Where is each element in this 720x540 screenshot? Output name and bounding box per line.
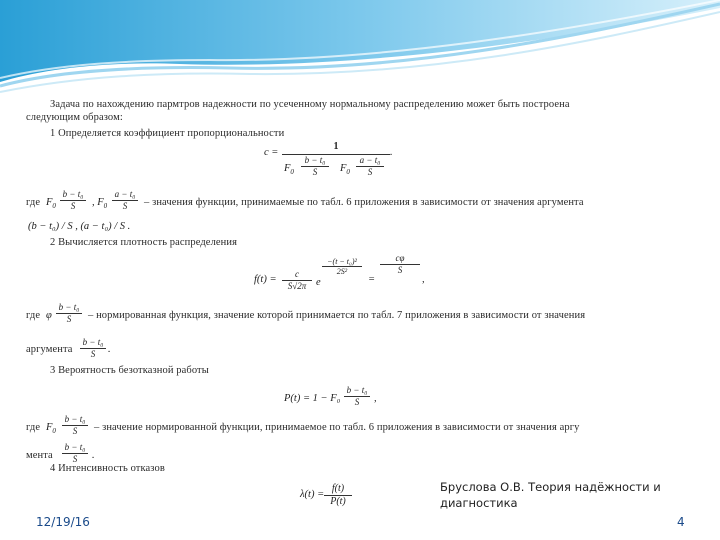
step1-description: – значения функции, принимаемые по табл. 6 приложения в зависимости от значения аргумента — [144, 197, 584, 208]
step3-description: – значение нормированной функции, принимаемое по табл. 6 приложения в зависимости от значения аргу — [94, 422, 580, 433]
step2-alt-frac: $\frac{c\varphi}{S}$ — [380, 253, 420, 276]
footer-date: 12/19/16 — [36, 515, 90, 529]
intro-line-1: Задача по нахождению пармтров надежности по усеченному нормальному распределению может быть построена — [50, 99, 570, 110]
step3-argument-frac: $\frac{\text{b − t₀}}{S}$ — [62, 442, 88, 465]
step1-formula-lhs: c = — [264, 147, 279, 158]
step1-inline-frac1: $\frac{\text{b − t₀}}{S}$ — [60, 189, 86, 212]
step3-argument-period: . — [92, 450, 95, 461]
step1-period: . — [390, 147, 393, 158]
step2-comma: , — [422, 274, 425, 285]
header-wave-decoration — [0, 0, 720, 95]
step2-coef-frac: $\frac{c}{S√2\pi}$ — [282, 269, 312, 292]
step3-F0: $F_0$ — [46, 422, 56, 436]
step4-formula-frac: $\frac{f(t)}{P(t)}$ — [324, 483, 352, 508]
step1-F0-2: $F_0$ — [340, 163, 350, 177]
step1-inline-frac2: $\frac{\text{a − t₀}}{S}$ — [112, 189, 138, 212]
scanned-document-page — [26, 97, 634, 515]
step4-formula-lhs: λ(t) = — [300, 489, 325, 500]
step2-formula-lhs: f(t) = — [254, 274, 277, 285]
step2-argument-frac: $\frac{\text{b − t₀}}{S}$ — [80, 337, 106, 360]
step1-F0-inline: $F_0$ — [46, 197, 56, 211]
step3-title: 3 Вероятность безотказной работы — [50, 365, 209, 376]
step2-where: где — [26, 310, 41, 321]
step2-exp-base: e — [316, 277, 321, 288]
step4-title: 4 Интенсивность отказов — [50, 463, 165, 474]
step3-formula: P(t) = 1 − F₀ — [284, 393, 341, 404]
step1-F0-inline-2: , $F_0$ — [92, 197, 108, 211]
footer-page-number: 4 — [677, 515, 685, 529]
step2-title: 2 Вычисляется плотность распределения — [50, 237, 238, 248]
step2-exponent-frac: $\frac{\text{−(t − t₀)²}}{\text{2S²}}$ — [322, 257, 362, 276]
step2-description: – нормированная функция, значение которой принимается по табл. 7 приложения в зависимости от значения — [88, 310, 586, 321]
author-caption: Бруслова О.В. Теория надёжности и диагностика — [440, 480, 661, 510]
step3-where: где — [26, 422, 41, 433]
step1-arguments: (b − t₀) / S , (a − t₀) / S . — [28, 221, 131, 232]
step2-phi: φ — [46, 310, 52, 321]
step2-argument-label: аргумента — [26, 344, 73, 355]
step3-description-2: мента — [26, 450, 53, 461]
step2-argument-period: . — [108, 344, 111, 355]
step2-equals: = — [368, 274, 376, 285]
intro-line-2: следующим образом: — [26, 112, 123, 123]
step1-formula-numerator: 1 — [333, 141, 339, 152]
step3-comma: , — [374, 393, 377, 404]
step1-where: где — [26, 197, 41, 208]
step3-F0-frac: $\frac{\text{b − t₀}}{S}$ — [62, 414, 88, 437]
step1-title: 1 Определяется коэффициент пропорциональности — [50, 128, 285, 139]
step1-frac2: $\frac{\text{a − t₀}}{S}$ — [356, 155, 384, 178]
step1-frac1: $\frac{\text{b − t₀}}{S}$ — [301, 155, 329, 178]
step3-formula-frac: $\frac{\text{b − t₀}}{S}$ — [344, 385, 370, 408]
step1-F0-1: $F_0$ — [284, 163, 294, 177]
step2-phi-frac: $\frac{\text{b − t₀}}{S}$ — [56, 302, 82, 325]
